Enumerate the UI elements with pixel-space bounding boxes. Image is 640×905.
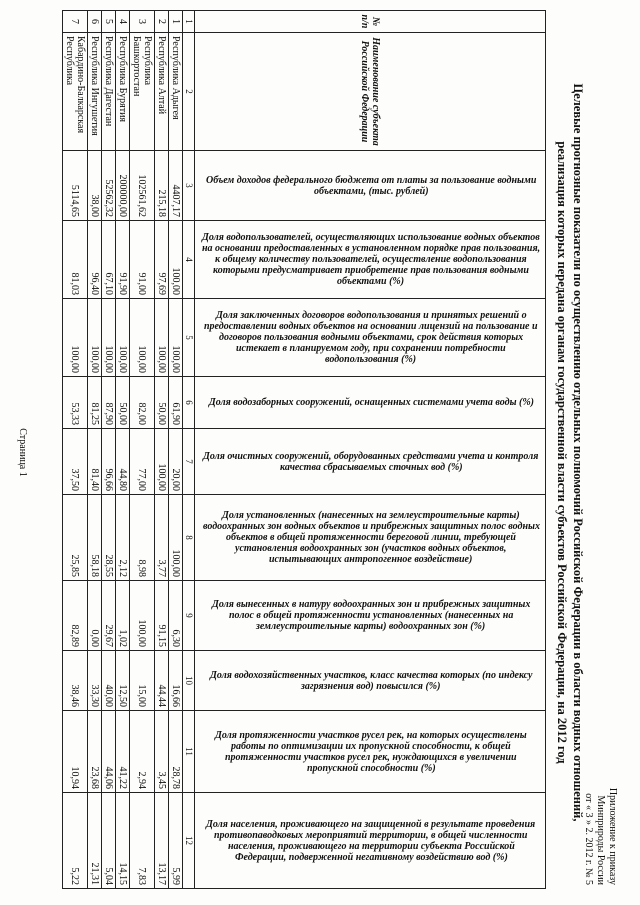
row-index: 3 (130, 11, 155, 33)
value-cell-c7: 77,00 (130, 429, 155, 495)
col-number: 1 (183, 11, 195, 33)
value-cell-c12: 5,04 (102, 793, 116, 889)
value-cell-c3: 5114,65 (63, 151, 88, 221)
row-index: 4 (116, 11, 130, 33)
page-label: Страница 1 (17, 428, 28, 477)
row-index: 1 (169, 11, 183, 33)
value-cell-c4: 100,00 (169, 221, 183, 299)
header-cell-num: № п/п (195, 11, 546, 33)
col-number: 12 (183, 793, 195, 889)
value-cell-c8: 3,77 (155, 495, 169, 581)
value-cell-c9: 91,15 (155, 581, 169, 651)
row-index: 5 (102, 11, 116, 33)
value-cell-c5: 100,00 (102, 299, 116, 377)
col-number: 6 (183, 377, 195, 429)
value-cell-c7: 100,00 (155, 429, 169, 495)
value-cell-c11: 2,94 (130, 711, 155, 793)
value-cell-c4: 97,69 (155, 221, 169, 299)
value-cell-c3: 52562,32 (102, 151, 116, 221)
value-cell-c6: 81,25 (88, 377, 102, 429)
value-cell-c3: 102561,62 (130, 151, 155, 221)
col-number: 9 (183, 581, 195, 651)
value-cell-c8: 100,00 (169, 495, 183, 581)
col-number: 4 (183, 221, 195, 299)
header-cell-11: Доля протяженности участков русел рек, на которых осуществлены работы по оптимизации их пропускной способности, к общей протяженности участков русел рек, нуждающихся в увеличении пропускной способности (%) (195, 711, 546, 793)
value-cell-c3: 200000,00 (116, 151, 130, 221)
col-number: 10 (183, 651, 195, 711)
value-cell-c10: 12,50 (116, 651, 130, 711)
table-row (130, 11, 155, 889)
value-cell-c8: 8,98 (130, 495, 155, 581)
value-cell-c4: 91,00 (130, 221, 155, 299)
table-body (63, 11, 183, 889)
value-cell-c5: 100,00 (169, 299, 183, 377)
value-cell-c10: 44,44 (155, 651, 169, 711)
table-row (102, 11, 116, 889)
region-name: Республика Дагестан (102, 33, 116, 151)
value-cell-c10: 33,30 (88, 651, 102, 711)
header-line-2: Минприроды России (595, 795, 606, 885)
region-name: Республика Алтай (155, 33, 169, 151)
value-cell-c9: 1,02 (116, 581, 130, 651)
value-cell-c4: 81,03 (63, 221, 88, 299)
value-cell-c11: 10,94 (63, 711, 88, 793)
header-line-1: Приложение к приказу (607, 787, 618, 885)
header-cell-4: Доля водопользователей, осуществляющих использование водных объектов на основании предоставленных в установленном порядке прав пользования, к общему количеству пользователей, осуществление водопользования которыми предусматривает приобретение прав пользования водными объектами (%) (195, 221, 546, 299)
col-number: 8 (183, 495, 195, 581)
value-cell-c8: 28,55 (102, 495, 116, 581)
table-row (63, 11, 88, 889)
value-cell-c4: 91,90 (116, 221, 130, 299)
row-index: 2 (155, 11, 169, 33)
region-name: Республика Ингушетия (88, 33, 102, 151)
region-name: Республика Адыгея (169, 33, 183, 151)
value-cell-c12: 14,15 (116, 793, 130, 889)
value-cell-c9: 29,67 (102, 581, 116, 651)
header-cell-6: Доля водозаборных сооружений, оснащенных системами учета воды (%) (195, 377, 546, 429)
value-cell-c10: 15,00 (130, 651, 155, 711)
order-header (582, 625, 618, 885)
value-cell-c9: 0,00 (88, 581, 102, 651)
value-cell-c5: 100,00 (155, 299, 169, 377)
table-header-row (195, 11, 546, 889)
value-cell-c10: 40,00 (102, 651, 116, 711)
value-cell-c7: 44,80 (116, 429, 130, 495)
header-cell-9: Доля вынесенных в натуру водоохранных зон и прибрежных защитных полос в общей протяженности установленных (нанесенных на землеустроительные карты) водоохранных зон (%) (195, 581, 546, 651)
value-cell-c12: 5,99 (169, 793, 183, 889)
header-cell-name: Наименование субъекта Российской Федерации (195, 33, 546, 151)
value-cell-c4: 96,40 (88, 221, 102, 299)
region-name: Республика Бурятия (116, 33, 130, 151)
table-row (169, 11, 183, 889)
value-cell-c7: 81,40 (88, 429, 102, 495)
value-cell-c12: 7,83 (130, 793, 155, 889)
value-cell-c4: 67,10 (102, 221, 116, 299)
value-cell-c7: 96,66 (102, 429, 116, 495)
table-row (116, 11, 130, 889)
col-number: 11 (183, 711, 195, 793)
value-cell-c11: 23,68 (88, 711, 102, 793)
value-cell-c12: 13,17 (155, 793, 169, 889)
header-cell-10: Доля водохозяйственных участков, класс качества которых (по индексу загрязнения вод) повысился (%) (195, 651, 546, 711)
value-cell-c6: 53,33 (63, 377, 88, 429)
value-cell-c5: 100,00 (88, 299, 102, 377)
value-cell-c6: 61,90 (169, 377, 183, 429)
value-cell-c11: 28,78 (169, 711, 183, 793)
header-cell-5: Доля заключенных договоров водопользования и принятых решений о предоставлении водных объектов на основании лицензий на пользование и договоров пользования водными объектами, срок действия которых истекает в планируемом году, при сохранении потребности водопользования (%) (195, 299, 546, 377)
column-number-row (183, 11, 195, 889)
value-cell-c9: 100,00 (130, 581, 155, 651)
value-cell-c7: 37,50 (63, 429, 88, 495)
value-cell-c6: 87,90 (102, 377, 116, 429)
value-cell-c8: 58,18 (88, 495, 102, 581)
header-cell-8: Доля установленных (нанесенных на землеустроительные карты) водоохранных зон водных объектов и прибрежных защитных полос водных объектов в общей протяженности береговой линии, требующей установления водоохранных зон (участков водных объектов, испытывающих антропогенное воздействие) (195, 495, 546, 581)
header-cell-7: Доля очистных сооружений, оборудованных средствами учета и контроля качества сбрасываемых сточных вод (%) (195, 429, 546, 495)
title-line-2: реализация которых передана органам государственной власти субъектов Российской Федерации, на 2012 год (555, 141, 569, 764)
document-title (554, 40, 586, 865)
value-cell-c8: 2,12 (116, 495, 130, 581)
col-number: 2 (183, 33, 195, 151)
value-cell-c3: 4407,17 (169, 151, 183, 221)
row-index: 7 (63, 11, 88, 33)
value-cell-c7: 20,00 (169, 429, 183, 495)
title-line-1: Целевые прогнозные показатели по осуществлению отдельных полномочий Российской Федерации в области водных отношений, (571, 83, 585, 822)
value-cell-c6: 50,00 (116, 377, 130, 429)
value-cell-c12: 21,31 (88, 793, 102, 889)
col-number: 3 (183, 151, 195, 221)
table-row (155, 11, 169, 889)
value-cell-c12: 5,22 (63, 793, 88, 889)
region-name: Кабардино-Балкарская Республика (63, 33, 88, 151)
table-row (88, 11, 102, 889)
value-cell-c5: 100,00 (63, 299, 88, 377)
header-cell-12: Доля населения, проживающего на защищенной в результате проведения противопаводковых мероприятий территории, в общей численности населения, проживающего на территории субъекта Российской Федерации, подверженной негативному воздействию вод (%) (195, 793, 546, 889)
row-index: 6 (88, 11, 102, 33)
value-cell-c11: 44,06 (102, 711, 116, 793)
region-name: Республика Башкортостан (130, 33, 155, 151)
header-cell-3: Объем доходов федерального бюджета от платы за пользование водными объектами, (тыс. рублей) (195, 151, 546, 221)
value-cell-c3: 215,18 (155, 151, 169, 221)
value-cell-c10: 38,46 (63, 651, 88, 711)
col-number: 7 (183, 429, 195, 495)
value-cell-c5: 100,00 (116, 299, 130, 377)
value-cell-c3: 38,00 (88, 151, 102, 221)
value-cell-c10: 16,66 (169, 651, 183, 711)
header-line-3: от « 3 » 2. 2012 г. № 5 (583, 793, 594, 885)
indicators-table (62, 10, 546, 889)
value-cell-c11: 41,22 (116, 711, 130, 793)
col-number: 5 (183, 299, 195, 377)
value-cell-c8: 25,85 (63, 495, 88, 581)
value-cell-c9: 82,89 (63, 581, 88, 651)
value-cell-c9: 6,30 (169, 581, 183, 651)
value-cell-c5: 100,00 (130, 299, 155, 377)
value-cell-c11: 3,45 (155, 711, 169, 793)
value-cell-c6: 50,00 (155, 377, 169, 429)
value-cell-c6: 82,00 (130, 377, 155, 429)
